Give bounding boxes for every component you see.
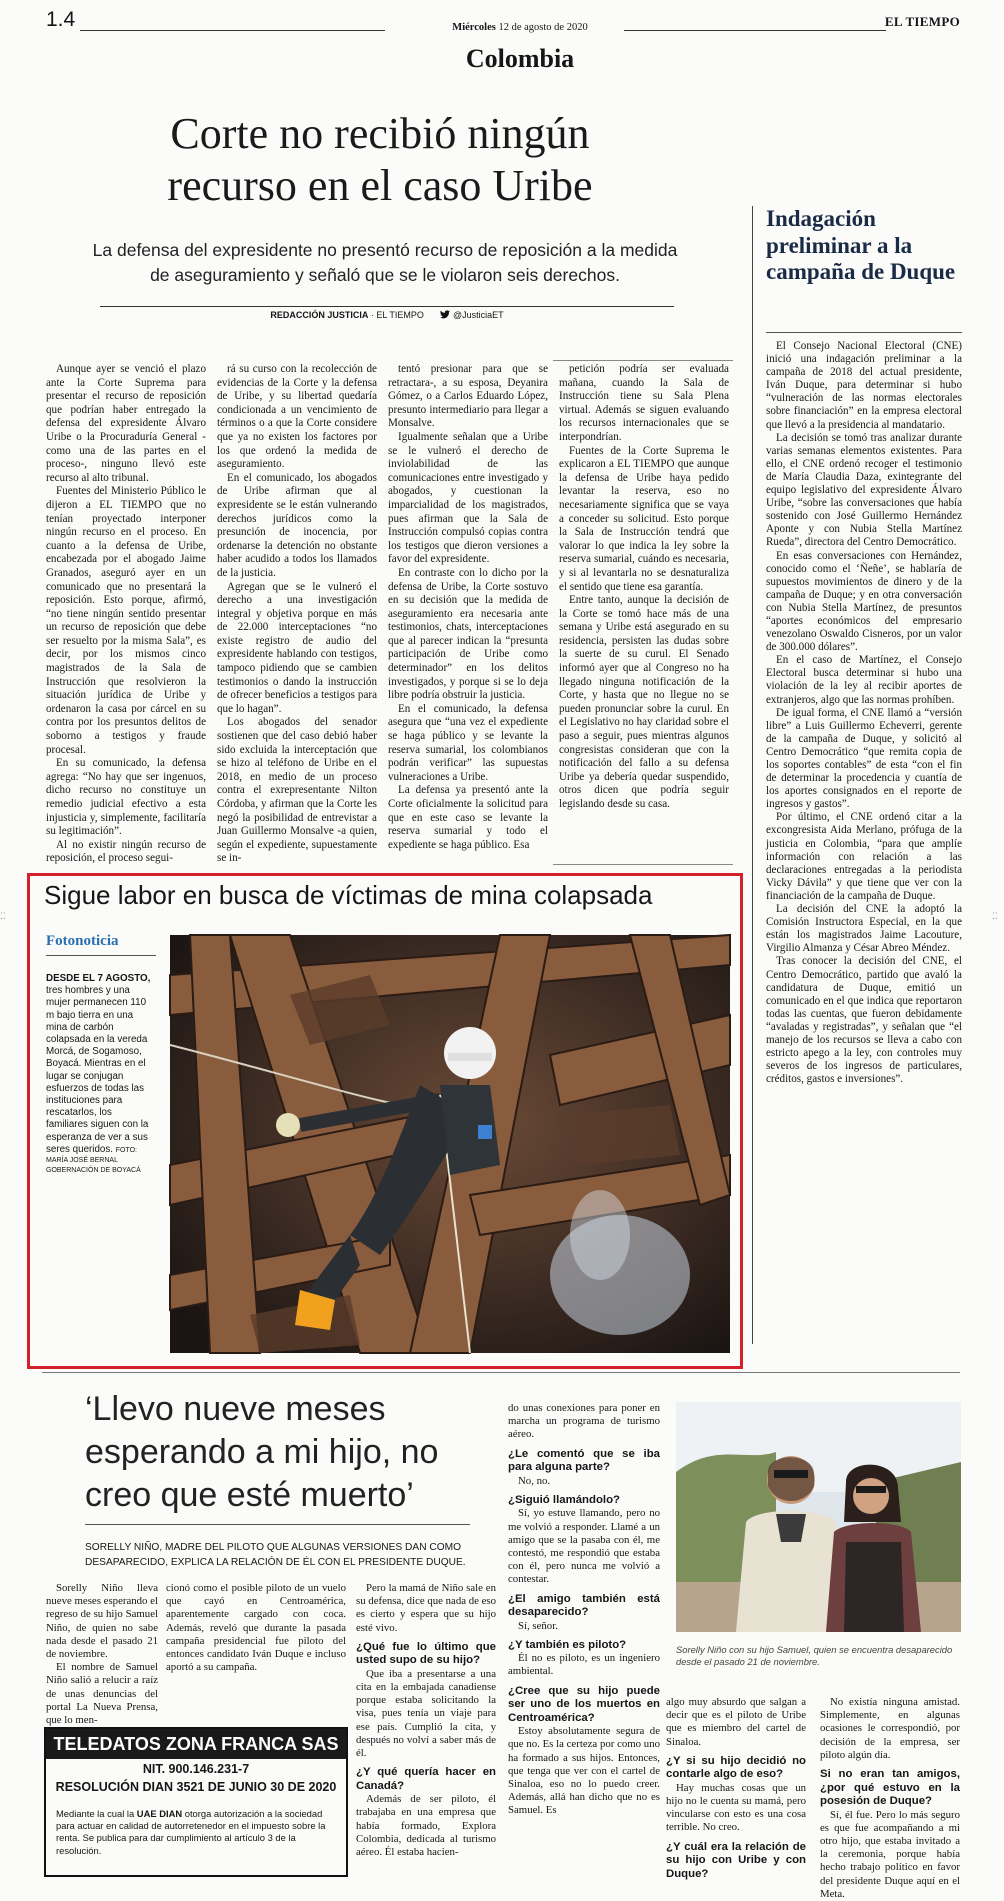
paragraph: La decisión se tomó tras analizar durante varias semanas elementos existentes. Para ello, el CNE ordenó recoger el testimonio de María Claudia Daza, exintegrante del equipo legislativo del expresidente Álvaro Uribe, “sobre las conversaciones que había sostenido con José Guillermo Hernández Aponte y con Nubia Stella Martínez Rueda”, directora del Centro Democrático. (766, 431, 962, 549)
photo-caption (46, 973, 156, 1176)
date-rest: 12 de agosto de 2020 (498, 22, 588, 33)
paragraph: Por último, el CNE ordenó citar a la excongresista Aida Merlano, prófuga de la justicia en Colombia, “para que amplíe información con relación a las declaraciones entregadas a la periodista Vicky Dávila” y que tiene que ver con la financiación de la campaña de Duque. (766, 811, 962, 902)
registration-mark-left: ⁚⁚ (0, 912, 6, 922)
sidebar-body (766, 340, 962, 1350)
paragraph: La decisión del CNE la adoptó la Comisión Instructora Especial, en la que están los magistrados Jaime Lacouture, Virgilio Almanza y César Abreo Méndez. (766, 903, 962, 955)
question: ¿Qué fue lo último que usted supo de su hijo? (356, 1640, 496, 1667)
interview-headline: ‘Llevo nueve meses esperando a mi hijo, no creo que esté muerto’ (85, 1390, 439, 1514)
main-col-2 (217, 363, 377, 873)
question: ¿Y también es piloto? (508, 1638, 627, 1651)
ad-nit: NIT. 900.146.231-7 (142, 1762, 250, 1776)
paragraph: Entre tanto, aunque la decisión de la Corte se tomó hace más de una semana y Uribe está asegurado en su residencia, persisten las dudas sobre la suerte de su curul. El Senado informó ayer que al Congreso no ha llegado ninguna notificación de la Corte, y hasta que no llegue no se pueden pronunciar sobre la curul. En el Legislativo no hay claridad sobre el paso a seguir, pues mientras algunos congresistas consideran que con la notificación del fallo a su defensa Uribe ya debería quedar suspendido, otros dicen que podría seguir legislando desde su casa. (559, 594, 729, 810)
interview-col-6 (820, 1696, 960, 1900)
caption-lead: DESDE EL 7 AGOSTO, (46, 973, 151, 984)
sidebar-title: Indagación preliminar a la campaña de Duque (766, 206, 956, 284)
paragraph: Fuentes de la Corte Suprema le explicaron a EL TIEMPO que aunque la defensa de Uribe haya pedido levantar la reserva, eso no necesariamente significa que se vaya a conceder su solicitud. Esto porque la Sala de Instrucción tendrá que valorar lo que indica la ley sobre la reserva sumarial, cuándo es necesaria, y si al levantarla no se desnaturaliza el sentido que tiene esa garantía. (559, 444, 729, 593)
paragraph: Fuentes del Ministerio Público le dijeron a EL TIEMPO que no tenían proyectado interponer ningún recurso en el proceso. En cuanto a la defensa de Uribe, encabezada por el abogado Jaime Granados, aseguró ayer en un comunicado que no presentará la reposición. Esto porque, afirmó, “no tiene ningún sentido presentar un recurso de reposición que debe ser resuelto por la misma Sala”, es decir, por los mismos cinco magistrados de la Sala de Instrucción que resolvieron la situación jurídica de Uribe y ordenaron la casa por cárcel en su contra por los presuntos delitos de soborno a testigos y fraude procesal. (46, 485, 206, 756)
header-rule-left (80, 30, 385, 31)
answer: Sí, yo estuve llamando, pero no me volvió a responder. Llamé a un amigo que se la pasaba con él, me contestó, me respondió que estaba con él, pero nunca me volvió a contestar. (508, 1507, 660, 1586)
interview-deck: SORELLY NIÑO, MADRE DEL PILOTO QUE ALGUNAS VERSIONES DAN COMO DESAPARECIDO, EXPLICA LA RELACIÓN DE ÉL CON EL PRESIDENTE DUQUE. (85, 1542, 466, 1568)
main-col-1 (46, 363, 206, 873)
photo-feature-title: Sigue labor en busca de víctimas de mina colapsada (44, 880, 653, 910)
paragraph: Aunque ayer se venció el plazo ante la Corte Suprema para presentar el recurso de reposición que podrían haber entregado la defensa del expresidente Álvaro Uribe o la Procuraduría General -como una de las partes en el proceso-, ninguno llevó este recurso al alto tribunal. (46, 363, 206, 484)
sidebar-divider (752, 206, 753, 1344)
paragraph: Agregan que se le vulneró el derecho a una investigación integral y objetiva porque en más de 22.000 interceptaciones “no existe registro de audio del expresidente hablando con testigos, tampoco pidiendo que se cambien testimonios o dando la instrucción de ofrecer beneficios a testigos para que lo hagan”. (217, 580, 377, 715)
headline-line-1: Corte no recibió ningún (170, 109, 590, 158)
paragraph: La defensa ya presentó ante la Corte oficialmente la solicitud para que en este caso se levante la reserva sumarial y todo el expediente se haga público. Esa (388, 784, 548, 851)
ad-body-bold: UAE DIAN (136, 1808, 183, 1819)
paragraph: Pero la mamá de Niño sale en su defensa, dice que nada de eso es cierto y espera que su hijo esté vivo. (356, 1582, 497, 1634)
paragraph: algo muy absurdo que salgan a decir que es el piloto de Uribe que es miembro del cartel de Sinaloa. (666, 1696, 806, 1748)
col4-top-rule (553, 360, 733, 361)
mine-rescue-photo (170, 935, 730, 1353)
question: ¿Y cuál era la relación de su hijo con Uribe y con Duque? (666, 1840, 806, 1880)
paragraph: El Consejo Nacional Electoral (CNE) inició una indagación preliminar a la campaña de 2018 del actual presidente, Iván Duque, para determinar si hubo “vulneración de las normas electorales sobre financiación” en la empresa electoral que llevó a la presidencia al mandatario. (766, 340, 962, 431)
ad-body-post: otorga autorización a la sociedad para actuar en calidad de autorretenedor en el impuesto sobre la renta. Se publica para dar cumplimiento al artículo 3 de la resolución. (56, 1808, 326, 1856)
answer: Además de ser piloto, él trabajaba en una empresa que había formado, Explora Colombia, dedicada al turismo aéreo. Él estaba hacien- (356, 1793, 496, 1859)
date-day: Miércoles (452, 22, 496, 33)
answer: Estoy absolutamente segura de que no. Es la certeza por como uno ha formado a sus hijos. Entonces, que tenga que ver con el cartel de Sinaloa, eso no lo puedo creer. Además, allá han dicho que no es Samuel. Es (508, 1725, 660, 1817)
answer: No, no. (518, 1474, 551, 1487)
paragraph: Los abogados del senador sostienen que del caso debió haber sido excluida la interceptación que se hizo al teléfono de Uribe en el 2018, en medio de un proceso contra el exrepresentante Nilton Córdoba, y afirman que la Corte les negó la posibilidad de entrevistar a Juan Guillermo Monsalve -a quien, según el expediente, supuestamente se in- (217, 716, 377, 865)
twitter-bird-icon (440, 310, 453, 320)
answer: Él no es piloto, es un ingeniero ambiental. (508, 1652, 660, 1678)
paragraph: Al no existir ningún recurso de reposición, el proceso segui- (46, 838, 206, 865)
question: ¿Y si su hijo decidió no contarle algo de eso? (666, 1754, 806, 1781)
interview-deck-rule (85, 1524, 470, 1525)
paragraph: petición podría ser evaluada mañana, cuando la Sala de Instrucción tiene su Sala Plena virtual. Además se siguen evaluando los recursos internacionales que se interpondrían. (559, 363, 729, 443)
paragraph: En el comunicado, los abogados de Uribe afirman que al expresidente se le están vulnerando derechos jurídicos como la presunción de inocencia, por ordenarse la detención no obstante haber acudido a todos los llamados de la justicia. (217, 471, 377, 579)
interview-col-2 (166, 1582, 346, 1720)
paragraph: cionó como el posible piloto de un vuelo que cayó en Centroamérica, aparentemente cargado con coca. Además, reveló que durante la pasada campaña presidencial fue piloto del entonces candidato Iván Duque e incluso aportó a su campaña. (166, 1582, 346, 1674)
paragraph: Sorelly Niño lleva nueve meses esperando el regreso de su hijo Samuel Niño, de quien no sabe nada desde el pasado 21 de noviembre. (46, 1582, 158, 1661)
page-number: 1.4 (46, 8, 76, 31)
question: ¿Le comentó que se iba para alguna parte? (508, 1447, 660, 1474)
question: Si no eran tan amigos, ¿por qué estuvo en la posesión de Duque? (820, 1768, 960, 1808)
newspaper-brand: EL TIEMPO (884, 14, 960, 29)
mother-son-photo (676, 1402, 961, 1632)
fotonoticia-rule (46, 955, 156, 956)
paragraph: do unas conexiones para poner en marcha un programa de turismo aéreo. (508, 1402, 660, 1441)
section-title: Colombia (465, 44, 575, 73)
interview-photo-caption: Sorelly Niño con su hijo Samuel, quien se encuentra desaparecido desde el pasado 21 de noviembre. (676, 1644, 953, 1667)
section-divider (42, 1372, 960, 1373)
paragraph: Tras conocer la decisión del CNE, el Centro Democrático, partido que avaló la candidatura de Duque, emitió un comunicado en el que indica que reportaron todas las cuentas, que fueron debidamente “avaladas y registradas”, y señalan que “el manejo de los recursos se lleva a cabo con estricto apego a la ley, con controles muy severos de los ingresos de particulares, créditos, gastos e inversiones”. (766, 955, 962, 1086)
twitter-handle[interactable]: @JusticiaET (452, 310, 504, 320)
ad-title: TELEDATOS ZONA FRANCA SAS (46, 1729, 346, 1759)
question: ¿Siguió llamándolo? (508, 1493, 621, 1506)
paragraph: tentó presionar para que se retractara-, a su esposa, Deyanira Gómez, o a Carlos Eduardo López, presunto intermediario para llegar a Monsalve. (388, 363, 548, 430)
byline-author: REDACCIÓN JUSTICIA (270, 310, 369, 320)
main-deck: La defensa del expresidente no presentó recurso de reposición a la medida de aseguramiento y señaló que se le violaron seis derechos. (92, 240, 678, 285)
answer: Sí, él fue. Pero lo más seguro es que fue acompañando a mi otro hijo, que estaba invitado a la ceremonia, porque había hecho trabajo político en favor del presidente Duque aquí en el Meta. (820, 1808, 960, 1900)
question: ¿Cree que su hijo puede ser uno de los muertos en Centroamérica? (508, 1684, 660, 1724)
registration-mark-right: ⁚⁚ (992, 912, 998, 922)
edition-date (420, 22, 620, 33)
byline-outlet: · EL TIEMPO (370, 310, 424, 320)
interview-col-5 (666, 1696, 806, 1880)
paragraph: En contraste con lo dicho por la defensa de Uribe, la Corte sostuvo en su decisión que la medida de aseguramiento era necesaria ante testimonios, chats, interceptaciones que al parecer indican la “presunta participación de Uribe como determinador” en los delitos investigados, y porque si se lo deja libre podría obstruir la justicia. (388, 566, 548, 702)
main-col-3 (388, 363, 548, 873)
photo-credit-label: FOTO: (115, 1146, 137, 1154)
caption-text: tres hombres y una mujer permanecen 110 m bajo tierra en una mina de carbón colapsada en la vereda Morcá, de Sogamoso, Boyacá. Mientras en el lugar se conjugan esfuerzos de todas las instituciones para rescatarlos, los familiares siguen con la esperanza de ver a sus seres queridos. (46, 985, 149, 1155)
paragraph: En esas conversaciones con Hernández, conocido como el ‘Ñeñe’, se hablaría de supuestos movimientos de dinero y de la campaña de Duque; y en otra conversación con Nubia Stella Martínez, de presuntos “aportes económicos del empresario venezolano Oswaldo Cisneros, por un valor de 300.000 dólares”. (766, 549, 962, 654)
fotonoticia-label: Fotonoticia (46, 933, 119, 949)
paragraph: rá su curso con la recolección de evidencias de la Corte y la defensa de Uribe, y su libertad quedaría condicionada a un vencimiento de términos o a que la Corte considere que ya no existen los factores por los que ordenó la medida de aseguramiento. (217, 363, 377, 471)
main-headline (60, 108, 700, 212)
ad-body (56, 1808, 338, 1857)
byline (100, 310, 674, 320)
paragraph: El nombre de Samuel Niño salió a relucir a raíz de unas denuncias del portal La Nueva Prensa, que lo men- (46, 1661, 158, 1727)
interview-col-1 (46, 1582, 158, 1727)
byline-rule (100, 306, 674, 307)
ad-resolution: RESOLUCIÓN DIAN 3521 DE JUNIO 30 DE 2020 (55, 1780, 337, 1794)
header-rule-right (624, 30, 886, 31)
paragraph: Igualmente señalan que a Uribe se le vulneró el derecho de inviolabilidad de las comunicaciones entre investigado y abogados, y cuestionan la imparcialidad de los magistrados, pues afirman que la Sala de Instrucción compulsó copias contra los testigos que dieron versiones a favor del expresidente. (388, 430, 548, 566)
interview-col-3 (356, 1582, 496, 1876)
answer: Hay muchas cosas que un hijo no le cuenta su mamá, pero vincularse con esto es una cosa terrible. No creo. (666, 1781, 806, 1834)
sidebar-title-rule (766, 332, 962, 333)
answer: Que iba a presentarse a una cita en la embajada canadiense porque estaba solicitando la visa, pues tenía un viaje para ese país. Cumplió la cita, y después no volví a saber más de él. (356, 1667, 496, 1760)
photo-credit: MARÍA JOSÉ BERNAL GOBERNACIÓN DE BOYACÁ (46, 1157, 141, 1175)
headline-line-2: recurso en el caso Uribe (167, 161, 593, 210)
main-col-4 (559, 363, 729, 873)
question: ¿El amigo también está desaparecido? (508, 1592, 660, 1619)
paragraph: En el caso de Martínez, el Consejo Electoral busca determinar si hubo una violación de la ley al recibir aportes de extranjeros, algo que las normas prohíben. (766, 654, 962, 706)
interview-col-4 (508, 1402, 660, 1876)
paragraph: De igual forma, el CNE llamó a “versión libre” a Luis Guillermo Echeverri, gerente de la campaña de Duque, y solicitó al Centro Democrático “que remita copia de los soportes contables” de esta “con el fin de determinar la procedencia y cuantía de los aportes consignados en el reporte de ingresos y gastos”. (766, 706, 962, 811)
answer: Sí, señor. (518, 1619, 558, 1632)
paragraph: En el comunicado, la defensa asegura que “una vez el expediente se haga público y se levante la reserva sumarial, los colombianos podrán verificar” las supuestas vulneraciones a Uribe. (388, 702, 548, 783)
col4-bottom-rule (553, 864, 733, 865)
paragraph: No existía ninguna amistad. Simplemente, en algunas ocasiones le correspondió, por decisión de la empresa, ser piloto algún día. (820, 1696, 960, 1761)
ad-body-pre: Mediante la cual la (56, 1808, 135, 1819)
question: ¿Y qué quería hacer en Canadá? (356, 1766, 496, 1792)
paragraph: En su comunicado, la defensa agrega: “No hay que ser ingenuos, dicho recurso no constituye un remedio judicial efectivo a esta injusticia y, simplemente, facilitaría su legitimación”. (46, 757, 206, 838)
